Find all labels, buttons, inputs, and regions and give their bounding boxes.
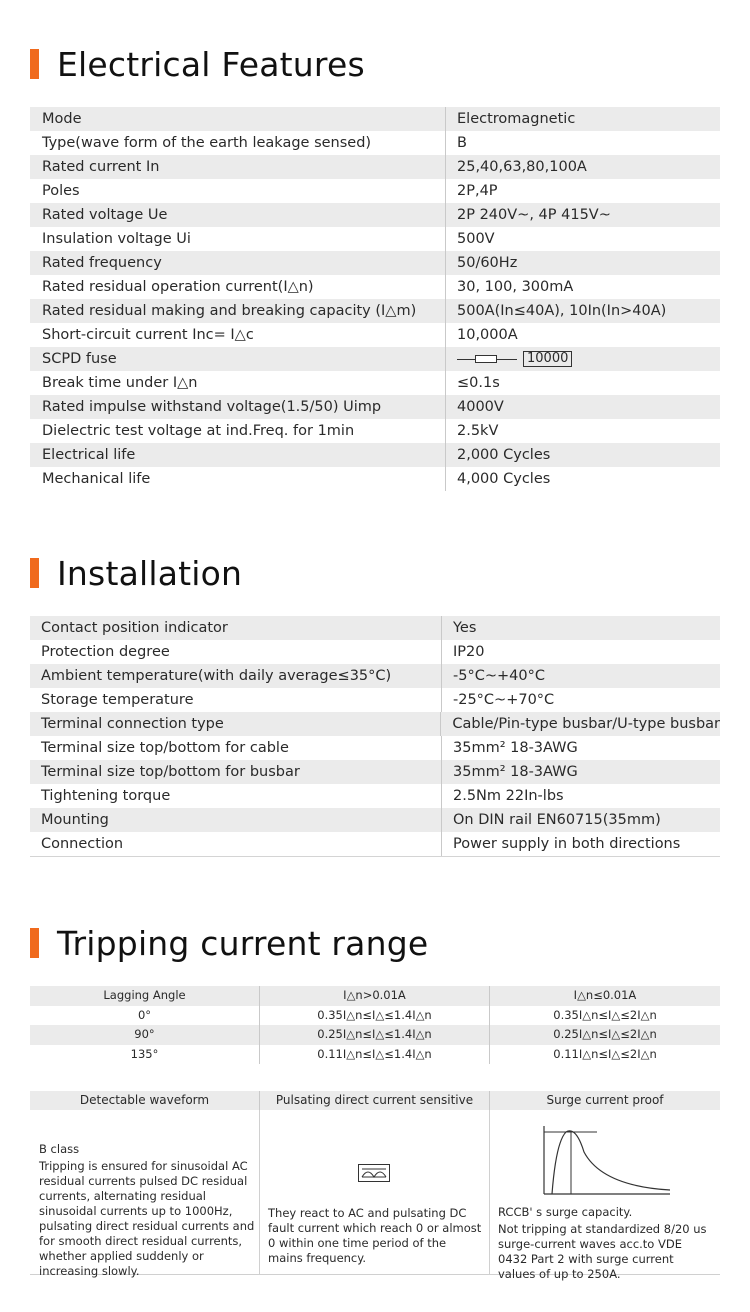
spec-label: Rated frequency: [30, 251, 446, 275]
table-row: [30, 371, 720, 395]
spec-label: Short-circuit current Inc= I△c: [30, 323, 446, 347]
detectable-waveform-cell: [30, 1110, 260, 1278]
table-row: [30, 323, 720, 347]
table-cell: 135°: [30, 1045, 260, 1065]
table-row: [30, 299, 720, 323]
table-row: [30, 712, 720, 736]
spec-value: 2,000 Cycles: [457, 447, 551, 463]
table-cell: 0.35I△n≤I△≤1.4I△n: [260, 1006, 490, 1026]
spec-value: Yes: [453, 620, 477, 636]
table-row: [30, 251, 720, 275]
table-row: [30, 203, 720, 227]
table-row: [30, 155, 720, 179]
spec-label: Mounting: [30, 808, 442, 832]
fuse-symbol-icon: [457, 351, 572, 367]
table-cell: 0.35I△n≤I△≤2I△n: [553, 1007, 657, 1022]
spec-value: -5°C~+40°C: [453, 668, 545, 684]
spec-label: Rated current In: [30, 155, 446, 179]
installation-title: Installation: [57, 553, 243, 593]
column-header: Pulsating direct current sensitive: [260, 1091, 490, 1110]
table-row: [30, 107, 720, 131]
table-row: [30, 808, 720, 832]
electrical-table: [30, 107, 720, 491]
table-row: [30, 760, 720, 784]
spec-label: Type(wave form of the earth leakage sensed): [30, 131, 446, 155]
installation-table: [30, 616, 720, 857]
spec-value: On DIN rail EN60715(35mm): [453, 812, 661, 828]
column-header: Detectable waveform: [30, 1091, 260, 1110]
table-row: [30, 640, 720, 664]
spec-label: Rated residual making and breaking capacity (I△m): [30, 299, 446, 323]
spec-label: Rated voltage Ue: [30, 203, 446, 227]
column-header: Lagging Angle: [30, 986, 260, 1006]
spec-label: Electrical life: [30, 443, 446, 467]
pulsating-description: They react to AC and pulsating DC fault current which reach 0 or almost 0 within one time period of the mains frequency.: [268, 1206, 482, 1265]
table-row: [30, 395, 720, 419]
table-row: [30, 664, 720, 688]
spec-value: 35mm² 18-3AWG: [453, 764, 578, 780]
installation-section-header: [30, 553, 242, 593]
table-row: [30, 131, 720, 155]
spec-value: 25,40,63,80,100A: [457, 159, 587, 175]
spec-label: Break time under I△n: [30, 371, 446, 395]
table-row: [30, 736, 720, 760]
spec-label: Connection: [30, 832, 442, 856]
surge-title: RCCB' s surge capacity.: [498, 1205, 633, 1219]
table-row: [30, 688, 720, 712]
spec-label: Terminal size top/bottom for cable: [30, 736, 442, 760]
surge-curve-icon: [542, 1124, 672, 1200]
spec-value: Electromagnetic: [457, 111, 576, 127]
spec-value: -25°C~+70°C: [453, 692, 555, 708]
column-header: I△n>0.01A: [260, 986, 490, 1006]
spec-value: Cable/Pin-type busbar/U-type busbar: [452, 716, 720, 732]
spec-value: 10,000A: [457, 327, 518, 343]
spec-label: Mechanical life: [30, 467, 446, 491]
table-row: [30, 832, 720, 856]
tripping-section-header: [30, 923, 428, 963]
table-row: [30, 347, 720, 371]
table-header-row: [30, 1091, 720, 1110]
spec-label: Mode: [30, 107, 446, 131]
accent-bar: [30, 49, 39, 79]
spec-value: 2P 240V~, 4P 415V~: [457, 207, 611, 223]
table-cell: 0.11I△n≤I△≤2I△n: [553, 1046, 657, 1061]
accent-bar: [30, 558, 39, 588]
spec-value: 2.5kV: [457, 423, 499, 439]
spec-value: IP20: [453, 644, 485, 660]
table-cell: 0.25I△n≤I△≤1.4I△n: [260, 1025, 490, 1045]
tripping-title: Tripping current range: [57, 923, 429, 963]
waveform-body: [30, 1110, 720, 1281]
table-cell: 0°: [30, 1006, 260, 1026]
spec-label: Poles: [30, 179, 446, 203]
spec-value: 500A(In≤40A), 10In(In>40A): [457, 303, 667, 319]
pulsating-wave-icon: [358, 1164, 390, 1186]
spec-label: Contact position indicator: [30, 616, 442, 640]
table-cell: 0.25I△n≤I△≤2I△n: [553, 1027, 657, 1041]
spec-value: [446, 347, 572, 371]
spec-value: 35mm² 18-3AWG: [453, 740, 578, 756]
surge-current-cell: [490, 1110, 720, 1281]
table-row: [30, 1025, 720, 1045]
spec-label: SCPD fuse: [30, 347, 446, 371]
table-row: [30, 419, 720, 443]
electrical-title: Electrical Features: [57, 44, 365, 84]
spec-value: 50/60Hz: [457, 255, 518, 271]
table-row: [30, 227, 720, 251]
table-row: [30, 467, 720, 491]
spec-label: Rated impulse withstand voltage(1.5/50) Uimp: [30, 395, 446, 419]
accent-bar: [30, 928, 39, 958]
spec-value: B: [457, 135, 467, 151]
spec-value: ≤0.1s: [457, 375, 500, 391]
table-row: [30, 179, 720, 203]
spec-label: Terminal size top/bottom for busbar: [30, 760, 442, 784]
spec-label: Tightening torque: [30, 784, 442, 808]
table-header-row: [30, 986, 720, 1006]
pulsating-dc-cell: [260, 1110, 490, 1274]
table-row: [30, 443, 720, 467]
spec-label: Dielectric test voltage at ind.Freq. for 1min: [30, 419, 446, 443]
table-row: [30, 1045, 720, 1065]
tripping-table: [30, 986, 720, 1064]
spec-label: Insulation voltage Ui: [30, 227, 446, 251]
column-header: Surge current proof: [546, 1093, 664, 1107]
table-row: [30, 616, 720, 640]
table-row: [30, 784, 720, 808]
table-cell: 90°: [30, 1025, 260, 1045]
surge-description: Not tripping at standardized 8/20 us surge-current waves acc.to VDE 0432 Part 2 with surge current values of up to 250A.: [498, 1222, 707, 1281]
spec-value: 2P,4P: [457, 183, 498, 199]
spec-label: Terminal connection type: [30, 712, 441, 736]
table-cell: 0.11I△n≤I△≤1.4I△n: [260, 1045, 490, 1065]
spec-label: Ambient temperature(with daily average≤35°C): [30, 664, 442, 688]
fuse-rating: 10000: [523, 351, 572, 367]
spec-value: 500V: [457, 231, 495, 247]
waveform-description: Tripping is ensured for sinusoidal AC residual currents pulsed DC residual currents, alternating residual sinusoidal currents up to 1000Hz, pulsating direct residual currents and for smooth direct residual currents, whether applied suddenly or increasing slowly.: [39, 1159, 255, 1278]
column-header: I△n≤0.01A: [573, 988, 637, 1002]
spec-value: 2.5Nm 22In-lbs: [453, 788, 564, 804]
waveform-table: [30, 1091, 720, 1281]
table-row: [30, 275, 720, 299]
electrical-section-header: [30, 44, 365, 84]
spec-label: Rated residual operation current(I△n): [30, 275, 446, 299]
spec-value: Power supply in both directions: [453, 836, 681, 852]
spec-value: 4000V: [457, 399, 504, 415]
table-row: [30, 1006, 720, 1026]
spec-label: Protection degree: [30, 640, 442, 664]
spec-label: Storage temperature: [30, 688, 442, 712]
waveform-class: B class: [39, 1142, 80, 1156]
spec-value: 30, 100, 300mA: [457, 279, 574, 295]
spec-value: 4,000 Cycles: [457, 471, 551, 487]
